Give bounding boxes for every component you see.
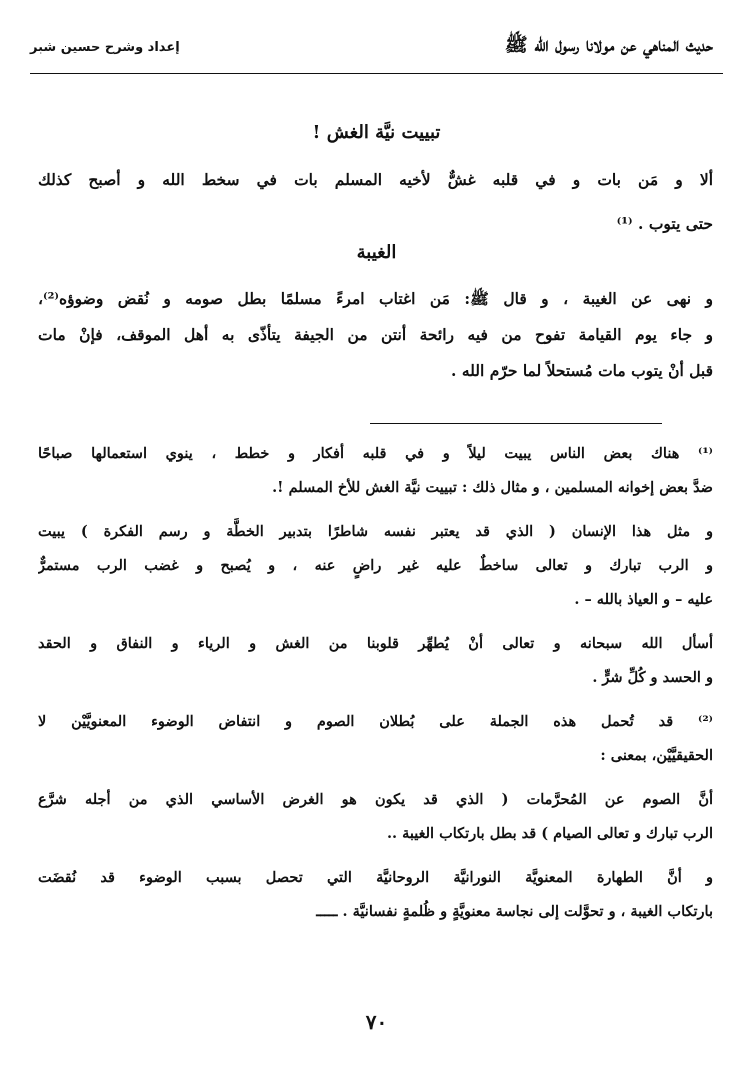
section-heading: الغيبة: [356, 242, 397, 263]
footnote-line: أسأل الله سبحانه و تعالى أنْ يُطهِّر قلوبنا من الغش و الرياء و النفاق و الحقد: [38, 635, 713, 652]
section-heading: تبييت نيَّة الغش !: [312, 122, 441, 143]
footnote-line: و أنَّ الطهارة المعنويَّة النورانيَّة الروحانيَّة التي تحصل بسبب الوضوء قد نُقضَت: [38, 869, 713, 886]
body-line: و جاء يوم القيامة تفوح من فيه رائحة أنتن من الجيفة يتأذّى به أهل الموقف، فإنْ مات: [38, 325, 713, 344]
footnote-line: ⁽²⁾ قد تُحمل هذه الجملة على بُطلان الصوم و انتفاض الوضوء المعنويَّيْن لا: [38, 713, 713, 730]
footnote-line: ضدَّ بعض إخوانه المسلمين ، و مثال ذلك : تبييت نيَّة الغش للأخ المسلم !.: [272, 479, 713, 496]
footnote-line: و الرب تبارك و تعالى ساخطٌ عليه غير راضٍ عنه ، و يُصبح و غضب الرب مستمرٌّ: [38, 557, 713, 574]
footnote-line: و الحسد و كُلِّ شرٍّ .: [592, 669, 713, 686]
header-author: إعداد وشرح حسين شبر: [30, 39, 180, 55]
section-body: [38, 158, 713, 246]
body-line: حتى يتوب . ⁽¹⁾: [616, 214, 713, 233]
body-line: قبل أنْ يتوب مات مُستحلاً لما حرّم الله .: [451, 361, 713, 380]
footnote: [38, 437, 713, 695]
footnote-line: أنَّ الصوم عن المُحرَّمات ( الذي قد يكون هو الغرض الأساسي الذي من أجله شرَّع: [38, 791, 713, 808]
footnote-line: الرب تبارك و تعالى الصيام ) قد بطل بارتكاب الغيبة ..: [386, 825, 713, 842]
footnotes: [38, 437, 713, 929]
footnote-line: و مثل هذا الإنسان ( الذي قد يعتبر نفسه شاطرًا بتدبير الخطَّة و رسم الفكرة ) يبيت: [38, 523, 713, 540]
footnote-line: عليه – و العياذ بالله – .: [574, 591, 713, 608]
footnote-line: الحقيقيَّيْن، بمعنى :: [600, 747, 713, 764]
footnote: [38, 705, 713, 929]
body-line: و نهى عن الغيبة ، و قال ﷺ: مَن اغتاب امرءً مسلمًا بطل صومه و نُقض وضوؤه⁽²⁾،: [38, 289, 713, 308]
running-header: [30, 30, 713, 64]
footnote-divider: [370, 423, 662, 424]
footnote-line: بارتكاب الغيبة ، و تحوَّلت إلى نجاسة معنويَّةٍ و ظُلمةٍ نفسانيَّة . ـــــ: [316, 903, 713, 920]
section-body: [38, 281, 713, 389]
header-title: حديث المناهي عن مولانا رسول الله ﷺ: [504, 34, 713, 56]
body-line: ألا و مَن بات و في قلبه غشٌّ لأخيه المسلم بات في سخط الله و أصبح كذلك: [38, 170, 713, 189]
footnote-line: ⁽¹⁾ هناك بعض الناس يبيت ليلاً و في قلبه أفكار و خطط ، ينوي استعمالها صباحًا: [38, 445, 713, 462]
page-number: ٧٠: [365, 1010, 388, 1034]
header-divider: [30, 73, 723, 74]
